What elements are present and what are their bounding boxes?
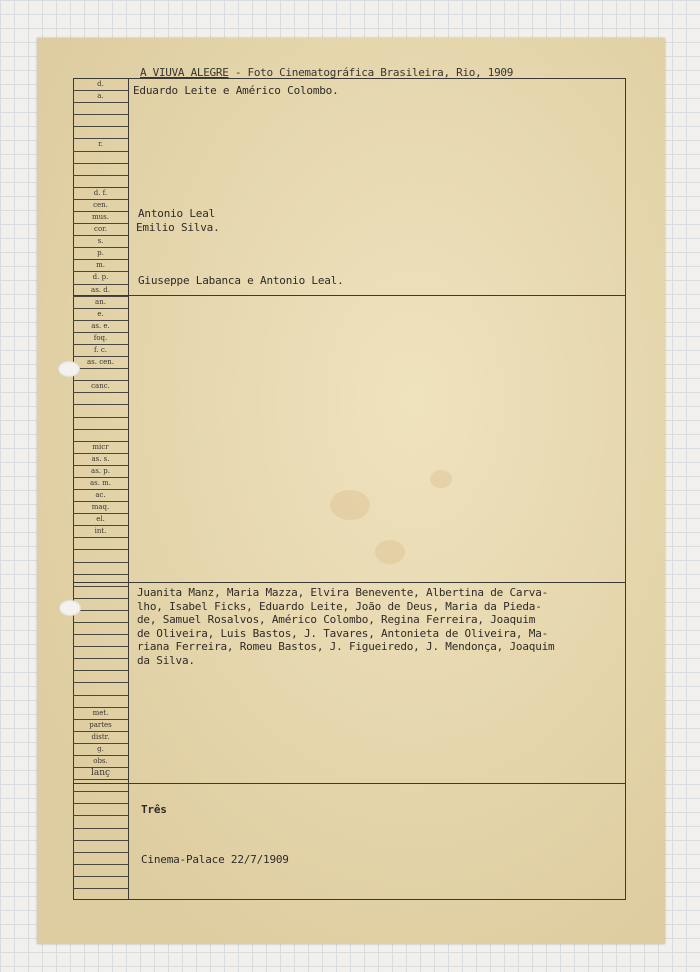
label-row-line xyxy=(73,441,128,442)
label-row-line xyxy=(73,731,128,732)
direction-text: Eduardo Leite e Américo Colombo. xyxy=(133,84,339,97)
label-row-line xyxy=(73,126,128,127)
field-label: canc. xyxy=(91,382,110,391)
label-row-line xyxy=(73,417,128,418)
field-label: int. xyxy=(94,527,107,536)
cast-line: da Silva. xyxy=(137,653,195,667)
cast-block xyxy=(137,586,554,667)
title-rest: - Foto Cinematográfica Brasileira, Rio, 1909 xyxy=(228,66,514,79)
field-label: g. xyxy=(97,744,104,753)
label-row-line xyxy=(73,779,128,780)
label-row-line xyxy=(73,598,128,599)
card-grid xyxy=(73,78,626,900)
label-row-line xyxy=(73,356,128,357)
label-row-line xyxy=(73,610,128,611)
label-row-line xyxy=(73,864,128,865)
label-row-line xyxy=(73,271,128,272)
field-label: e. xyxy=(97,309,104,318)
label-row-line xyxy=(73,308,128,309)
label-row-line xyxy=(73,344,128,345)
label-row-line xyxy=(73,513,128,514)
label-row-line xyxy=(73,695,128,696)
label-column-divider xyxy=(128,78,129,900)
label-row-line xyxy=(73,102,128,103)
label-row-line xyxy=(73,707,128,708)
label-row-line xyxy=(73,646,128,647)
label-row-line xyxy=(73,284,128,285)
label-row-line xyxy=(73,138,128,139)
field-label: lanç xyxy=(90,768,111,778)
field-label: cen. xyxy=(93,200,108,209)
label-row-line xyxy=(73,247,128,248)
field-label: mus. xyxy=(92,213,109,221)
label-row-line xyxy=(73,453,128,454)
label-row-line xyxy=(73,151,128,152)
cast-line: de Oliveira, Luis Bastos, J. Tavares, Antonieta de Oliveira, Ma- xyxy=(137,626,549,640)
label-row-line xyxy=(73,658,128,659)
field-label: maq. xyxy=(91,503,110,512)
parts-text: Três xyxy=(141,803,167,816)
field-label: micr xyxy=(92,442,109,451)
label-row-line xyxy=(73,163,128,164)
label-row-line xyxy=(73,90,128,91)
punch-hole xyxy=(58,361,80,377)
label-row-line xyxy=(73,404,128,405)
label-row-line xyxy=(73,682,128,683)
field-label: el. xyxy=(96,515,105,524)
field-label: cor. xyxy=(94,225,107,234)
label-row-line xyxy=(73,489,128,490)
label-row-line xyxy=(73,259,128,260)
field-label: obs. xyxy=(93,756,108,765)
field-label: as. e. xyxy=(91,321,110,330)
label-row-line xyxy=(73,380,128,381)
field-label: s. xyxy=(97,237,104,246)
label-row-line xyxy=(73,501,128,502)
label-row-line xyxy=(73,477,128,478)
label-row-line xyxy=(73,465,128,466)
label-row-line xyxy=(73,368,128,369)
photography-text-2: Emilio Silva. xyxy=(136,221,220,234)
field-label: as. p. xyxy=(91,466,110,475)
field-label: as. s. xyxy=(91,454,110,463)
label-row-line xyxy=(73,223,128,224)
label-row-line xyxy=(73,888,128,889)
field-label: d. p. xyxy=(92,273,109,282)
label-row-line xyxy=(73,211,128,212)
field-label: a. xyxy=(97,92,104,101)
label-row-line xyxy=(73,562,128,563)
label-row-line xyxy=(73,852,128,853)
label-row-line xyxy=(73,429,128,430)
field-label: ac. xyxy=(95,491,106,499)
label-row-line xyxy=(73,622,128,623)
field-label: f. c. xyxy=(94,345,107,354)
section-divider xyxy=(73,295,626,296)
label-row-line xyxy=(73,670,128,671)
label-row-line xyxy=(73,743,128,744)
label-row-line xyxy=(73,549,128,550)
field-label: an. xyxy=(95,297,106,306)
label-row-line xyxy=(73,199,128,200)
label-row-line xyxy=(73,114,128,115)
label-row-line xyxy=(73,634,128,635)
label-row-line xyxy=(73,320,128,321)
label-row-line xyxy=(73,840,128,841)
field-label: as. m. xyxy=(89,478,112,487)
field-label: foq. xyxy=(93,333,108,342)
label-row-line xyxy=(73,755,128,756)
label-row-line xyxy=(73,235,128,236)
photography-text-1: Antonio Leal xyxy=(138,207,216,220)
section-divider xyxy=(73,783,626,784)
field-label: distr. xyxy=(91,732,110,741)
label-row-line xyxy=(73,828,128,829)
label-row-line xyxy=(73,296,128,297)
film-title: A VIUVA ALEGRE xyxy=(140,66,229,79)
punch-hole xyxy=(59,600,81,616)
field-label: met. xyxy=(92,708,109,717)
section-divider xyxy=(73,582,626,583)
field-label: d. xyxy=(97,80,104,88)
producers-text: Giuseppe Labanca e Antonio Leal. xyxy=(138,274,344,287)
field-label: as. d. xyxy=(91,285,110,294)
field-label: as. cen. xyxy=(86,358,114,366)
label-row-line xyxy=(73,175,128,176)
cast-line: lho, Isabel Ficks, Eduardo Leite, João de Deus, Maria da Pieda- xyxy=(137,599,542,613)
field-label: p. xyxy=(97,249,104,258)
label-row-line xyxy=(73,574,128,575)
cast-line: riana Ferreira, Romeu Bastos, J. Figueiredo, J. Mendonça, Joaquim xyxy=(137,640,555,653)
label-row-line xyxy=(73,719,128,720)
field-label: d. f. xyxy=(93,188,108,197)
label-row-line xyxy=(73,187,128,188)
release-text: Cinema-Palace 22/7/1909 xyxy=(141,853,289,866)
label-row-line xyxy=(73,815,128,816)
field-label: partes xyxy=(89,720,112,729)
label-row-line xyxy=(73,586,128,587)
label-row-line xyxy=(73,332,128,333)
field-label: r. xyxy=(98,140,103,149)
label-row-line xyxy=(73,525,128,526)
cast-line: de, Samuel Rosalvos, Américo Colombo, Regina Ferreira, Joaquim xyxy=(137,613,536,626)
label-row-line xyxy=(73,791,128,792)
label-row-line xyxy=(73,803,128,804)
cast-line: Juanita Manz, Maria Mazza, Elvira Benevente, Albertina de Carva- xyxy=(137,586,549,599)
field-label: m. xyxy=(96,261,105,270)
label-row-line xyxy=(73,876,128,877)
label-row-line xyxy=(73,537,128,538)
label-row-line xyxy=(73,392,128,393)
